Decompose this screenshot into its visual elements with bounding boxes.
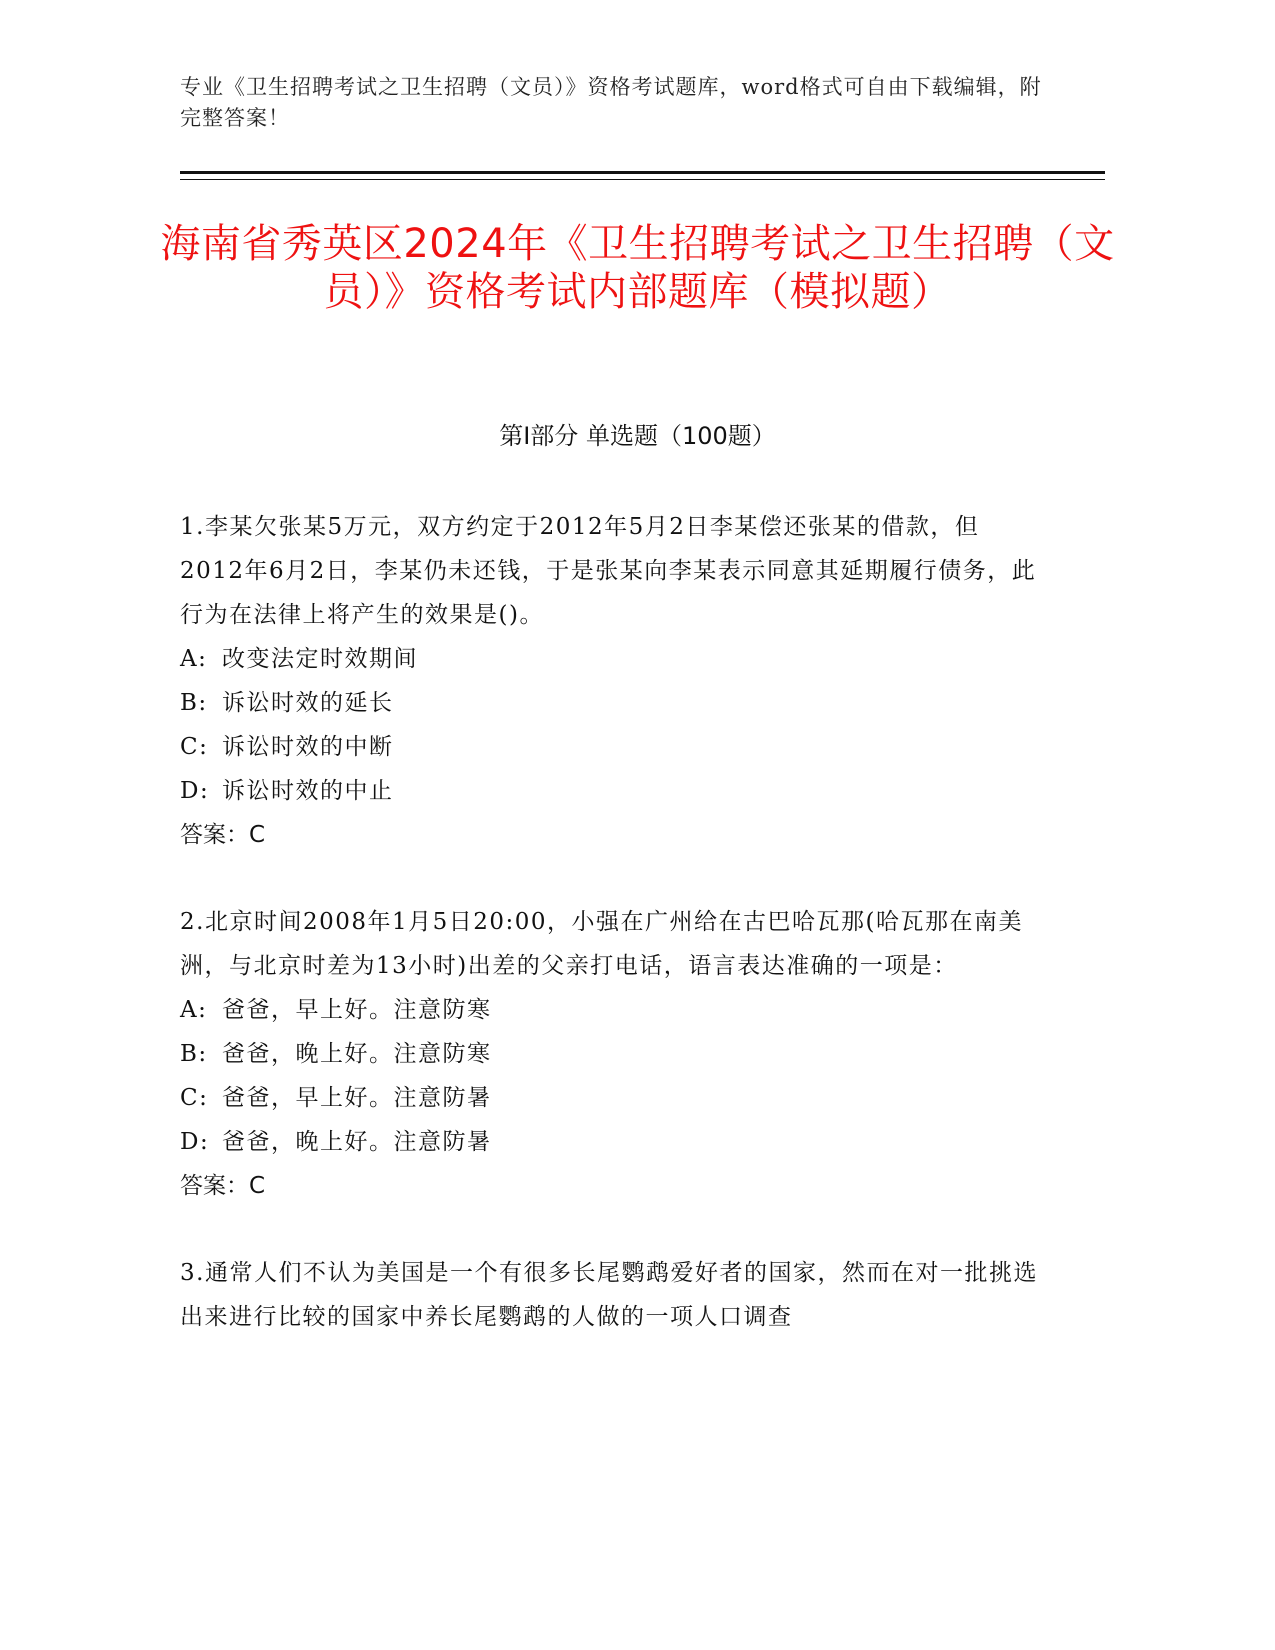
option-text: 爸爸，晚上好。注意防暑 (222, 1129, 492, 1155)
option-text: 爸爸，早上好。注意防暑 (222, 1085, 492, 1111)
header-rule-thin (180, 179, 1105, 180)
option-key: A: (180, 646, 208, 672)
option-text: 改变法定时效期间 (222, 646, 418, 672)
header-note: 专业《卫生招聘考试之卫生招聘（文员）》资格考试题库，word格式可自由下载编辑，附完整答案！ (180, 75, 1042, 130)
header-rule-thick (180, 171, 1105, 174)
option-key: B: (180, 690, 208, 716)
option-text: 爸爸，早上好。注意防寒 (222, 997, 492, 1023)
option-b (180, 1032, 1040, 1076)
option-text: 诉讼时效的延长 (222, 690, 394, 716)
section-title: 第Ⅰ部分 单选题（100题） (499, 422, 776, 450)
option-text: 诉讼时效的中断 (222, 734, 394, 760)
option-d (180, 1120, 1040, 1164)
question-list (180, 505, 1040, 1382)
question-stem: 1.李某欠张某5万元，双方约定于2012年5月2日李某偿还张某的借款，但2012年6月2日，李某仍未还钱，于是张某向李某表示同意其延期履行债务，此行为在法律上将产生的效果是()。 (180, 514, 1037, 628)
option-key: C: (180, 1085, 209, 1111)
option-a (180, 637, 1040, 681)
question-stem: 2.北京时间2008年1月5日20:00，小强在广州给在古巴哈瓦那(哈瓦那在南美洲，与北京时差为13小时)出差的父亲打电话，语言表达准确的一项是： (180, 909, 1023, 979)
question-answer: 答案：C (180, 822, 266, 848)
option-key: D: (180, 1129, 210, 1155)
option-key: D: (180, 778, 210, 804)
option-text: 爸爸，晚上好。注意防寒 (222, 1041, 492, 1067)
option-key: C: (180, 734, 209, 760)
question-1 (180, 505, 1040, 857)
question-3 (180, 1251, 1040, 1339)
option-c (180, 1076, 1040, 1120)
option-c (180, 725, 1040, 769)
question-2 (180, 900, 1040, 1208)
option-key: B: (180, 1041, 208, 1067)
option-d (180, 769, 1040, 813)
document-title: 海南省秀英区2024年《卫生招聘考试之卫生招聘（文员）》资格考试内部题库（模拟题） (160, 221, 1115, 315)
question-answer: 答案：C (180, 1173, 266, 1199)
option-key: A: (180, 997, 208, 1023)
question-stem: 3.通常人们不认为美国是一个有很多长尾鹦鹉爱好者的国家，然而在对一批挑选出来进行比较的国家中养长尾鹦鹉的人做的一项人口调查 (180, 1260, 1038, 1330)
option-a (180, 988, 1040, 1032)
option-text: 诉讼时效的中止 (222, 778, 394, 804)
option-b (180, 681, 1040, 725)
